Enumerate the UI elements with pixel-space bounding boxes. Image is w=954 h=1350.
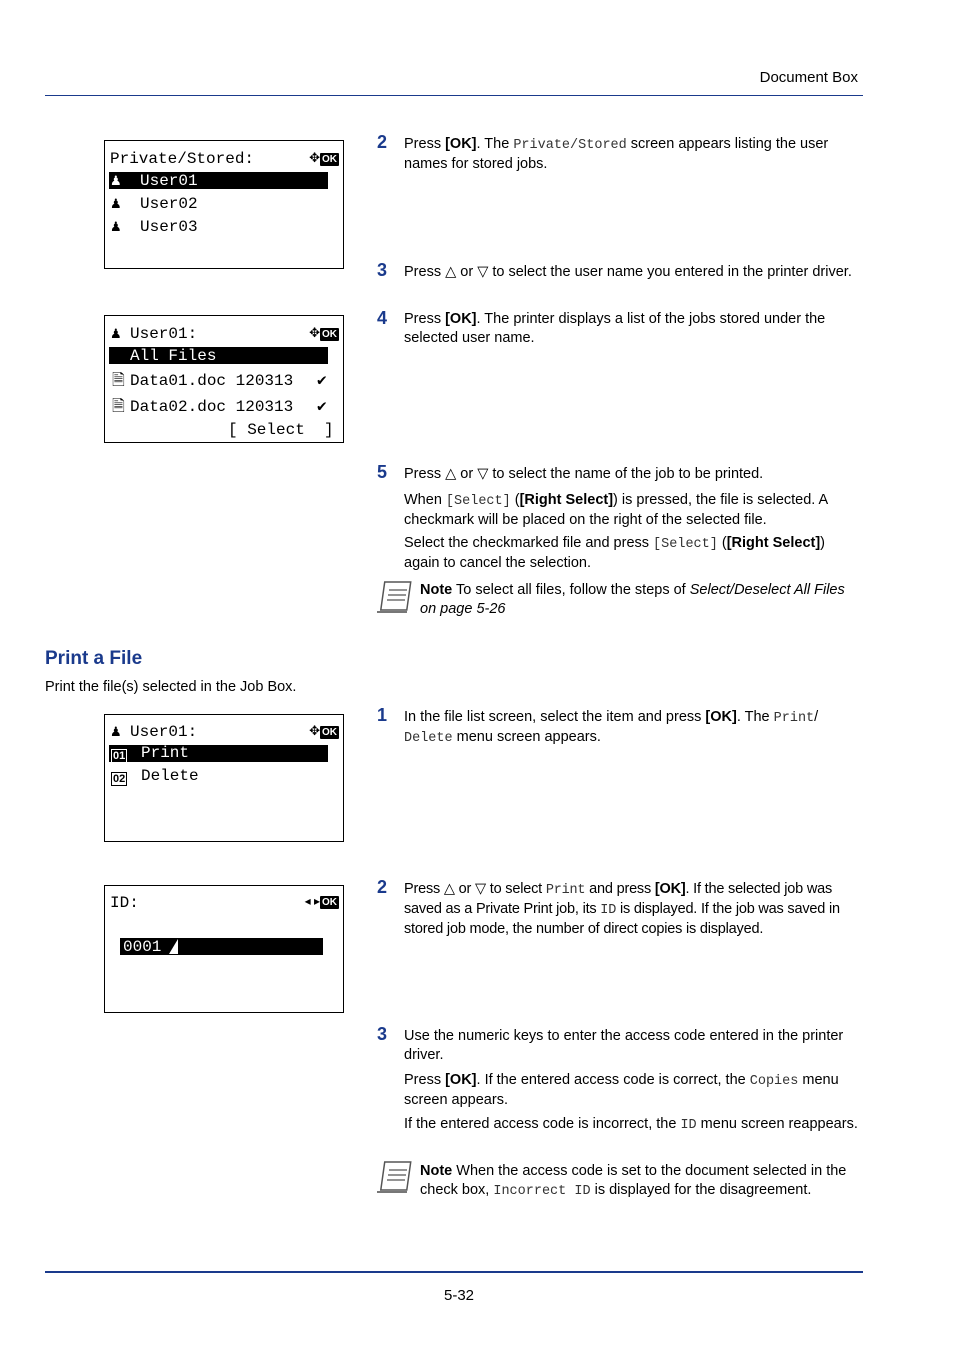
step-5-para-2: When [Select] ([Right Select]) is pressed, the file is selected. A checkmark will be placed on the right of the selected file.: [404, 492, 828, 528]
user-icon: ♟: [111, 723, 121, 741]
checkmark-icon: ✔: [317, 372, 327, 390]
note-icon: [377, 580, 415, 614]
step-number: 5: [377, 462, 388, 482]
note-icon: [377, 1160, 415, 1194]
header-rule: [45, 95, 863, 96]
print-step-1-text: In the file list screen, select the item and press [OK]. The Print/ Delete menu screen appears.: [404, 709, 819, 746]
lcd-id-value: 0001: [123, 938, 162, 956]
page-number: 5-32: [443, 1287, 475, 1304]
step-5-text: Press △ or ▽ to select the name of the job to be printed.: [404, 466, 764, 482]
lcd-print-delete: [104, 714, 344, 842]
lcd-row-print: Print: [141, 744, 190, 762]
lcd-title: Private/Stored:: [110, 150, 255, 168]
lcd-row-user03: User03: [140, 218, 198, 236]
user-icon: ♟: [111, 325, 121, 343]
nav-ok-icon: ✥ OK: [309, 150, 337, 165]
step-4-text: Press [OK]. The printer displays a list of the jobs stored under the selected user name.: [404, 311, 826, 346]
lcd-private-stored: [104, 140, 344, 269]
section-intro: Print the file(s) selected in the Job Box.: [45, 679, 297, 695]
lcd-row-all-files: All Files: [130, 347, 217, 365]
step-number: 2: [377, 132, 388, 152]
lcd-softkey-select: [ Select ]: [228, 421, 334, 439]
step-number: 2: [377, 877, 388, 897]
user-icon: ♟: [111, 218, 121, 236]
print-step-3-para-2: Press [OK]. If the entered access code is correct, the Copies menu screen appears.: [404, 1072, 839, 1108]
checkmark-icon: ✔: [317, 398, 327, 416]
step-number: 4: [377, 308, 388, 328]
user-icon: ♟: [111, 195, 121, 213]
nav-ok-icon: ✥ OK: [309, 723, 337, 738]
lcd-row-data02: Data02.doc 120313: [130, 398, 294, 416]
step-5-para-3: Select the checkmarked file and press [Select] ([Right Select]) again to cancel the selection.: [404, 535, 826, 571]
lcd-title: User01:: [130, 325, 198, 343]
left-right-ok-icon: ◂ ▸ OK: [304, 894, 337, 908]
lcd-row-user02: User02: [140, 195, 198, 213]
cursor-icon: [169, 939, 178, 954]
step-number: 3: [377, 1024, 388, 1044]
note-text: Note When the access code is set to the document selected in the check box, Incorrect ID is displayed for the disagreement.: [420, 1163, 847, 1199]
step-3-text: Press △ or ▽ to select the user name you entered in the printer driver.: [404, 264, 852, 280]
lcd-id-entry: [104, 885, 344, 1013]
item-number: 02: [113, 773, 126, 785]
lcd-title: ID:: [110, 894, 139, 912]
step-number: 1: [377, 705, 388, 725]
item-number: 01: [113, 750, 126, 762]
user-icon: ♟: [111, 172, 121, 190]
print-step-3-text: Use the numeric keys to enter the access code entered in the printer driver.: [404, 1028, 844, 1063]
print-step-2-text: Press △ or ▽ to select Print and press [OK]. If the selected job was saved as a Private Print job, its ID is displayed. If the job was saved in stored job mode, the number of direct copies is displayed.: [404, 881, 840, 937]
nav-ok-icon: ✥ OK: [309, 325, 337, 340]
document-icon: 🗎: [112, 372, 125, 390]
footer-rule: [45, 1271, 863, 1273]
step-2-text: Press [OK]. The Private/Stored screen appears listing the user names for stored jobs.: [404, 136, 829, 172]
lcd-user-files: [104, 315, 344, 443]
note-text: Note To select all files, follow the steps of Select/Deselect All Files on page 5-26: [420, 582, 845, 617]
lcd-title: User01:: [130, 723, 198, 741]
lcd-row-user01: User01: [140, 172, 198, 190]
step-number: 3: [377, 260, 388, 280]
document-icon: 🗎: [112, 398, 125, 416]
section-title: Print a File: [45, 648, 143, 669]
lcd-row-delete: Delete: [141, 767, 199, 785]
running-header: Document Box: [759, 69, 858, 86]
print-step-3-para-3: If the entered access code is incorrect, the ID menu screen reappears.: [404, 1116, 858, 1133]
lcd-row-data01: Data01.doc 120313: [130, 372, 294, 390]
